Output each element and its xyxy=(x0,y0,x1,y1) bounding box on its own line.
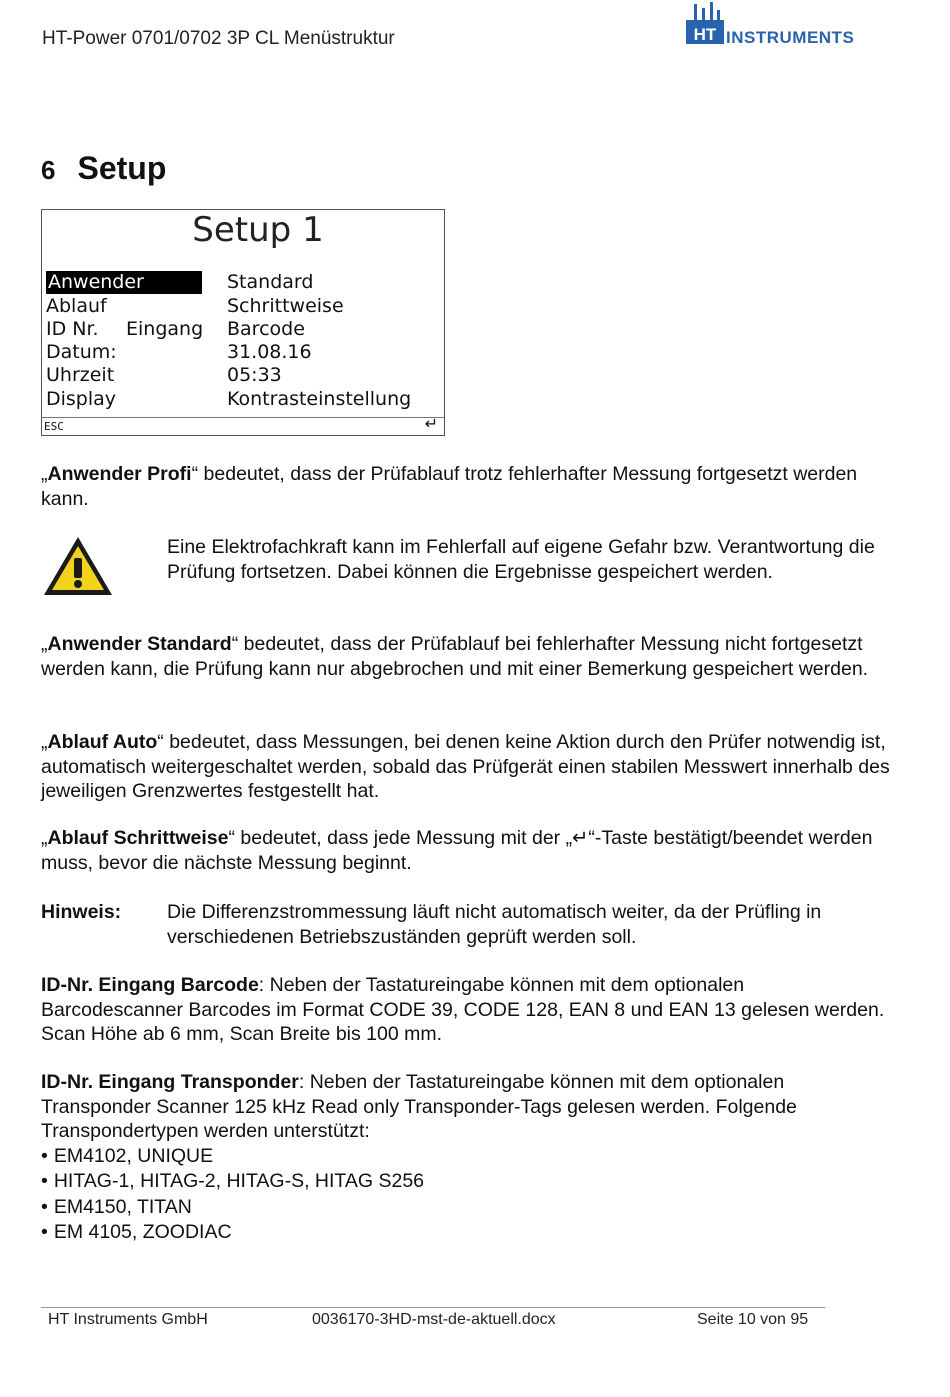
section-title: Setup xyxy=(77,150,167,186)
list-item: • EM4102, UNIQUE xyxy=(41,1144,891,1170)
screen-row-label: Uhrzeit xyxy=(46,364,115,386)
screen-row-label: Anwender xyxy=(46,271,202,294)
ht-logo-mark-icon xyxy=(684,2,728,48)
screen-title: Setup 1 xyxy=(192,210,324,250)
enter-icon: ↵ xyxy=(424,416,438,433)
paragraph-anwender-standard: „Anwender Standard“ bedeutet, dass der Prüfablauf bei fehlerhafter Messung nicht fortgesetzt werden kann, die Prüfung kann nur abgebrochen und mit einer Bemerkung gespeichert werden. xyxy=(41,633,869,680)
screen-divider xyxy=(42,417,444,418)
list-item: • EM 4105, ZOODIAC xyxy=(41,1220,891,1246)
text-anwender-standard: bedeutet, dass der Prüfablauf bei fehlerhafter Messung nicht fortgesetzt werden kann, die Prüfung kann nur abgebrochen und mit einer Bemerkung gespeichert werden. xyxy=(41,633,869,680)
screen-row-value: 05:33 xyxy=(227,364,282,386)
screen-row-value: 31.08.16 xyxy=(227,341,312,363)
screen-row-value: Kontrasteinstellung xyxy=(227,388,412,410)
list-item: • EM4150, TITAN xyxy=(41,1195,891,1221)
setup-screen-image xyxy=(41,209,445,436)
footer-page-number: Seite 10 von 95 xyxy=(697,1311,809,1328)
document-header-title: HT-Power 0701/0702 3P CL Menüstruktur xyxy=(42,28,395,49)
screen-row-label: Datum: xyxy=(46,341,117,363)
paragraph-id-barcode xyxy=(41,973,891,1047)
paragraph-id-transponder xyxy=(41,1070,891,1246)
screen-esc-label: ESC xyxy=(44,420,64,433)
footer-divider xyxy=(41,1307,825,1308)
warning-icon xyxy=(42,534,114,598)
svg-text:HT: HT xyxy=(693,25,717,44)
text-schrittweise-a: bedeutet, dass jede Messung mit der „ xyxy=(240,827,573,849)
screen-row-sublabel: Eingang xyxy=(126,318,204,340)
term-id-barcode: ID-Nr. Eingang Barcode xyxy=(41,974,259,996)
screen-row-value: Schrittweise xyxy=(227,295,344,317)
text-id-transponder: : Neben der Tastatureingabe können mit dem optionalen Transponder Scanner 125 kHz Read only Transponder-Tags gelesen werden. Folgende Transpondertypen werden unterstützt: xyxy=(41,1071,797,1142)
text-ablauf-auto: bedeutet, dass Messungen, bei denen keine Aktion durch den Prüfer notwendig ist, automatisch weitergeschaltet werden, sobald das Prüfgerät einen stabilen Messwert innerhalb des jeweiligen Grenzwertes festgestellt hat. xyxy=(41,731,890,802)
section-number: 6 xyxy=(41,155,56,185)
enter-key-icon: ↵ xyxy=(572,827,589,849)
term-anwender-standard: Anwender Standard xyxy=(47,633,232,655)
term-id-transponder: ID-Nr. Eingang Transponder xyxy=(41,1071,299,1093)
screen-row-label: Ablauf xyxy=(46,295,107,317)
text-schrittweise-b: “-Taste bestätigt/beendet werden muss, bevor die nächste Messung beginnt. xyxy=(41,827,873,874)
logo-text: INSTRUMENTS xyxy=(726,28,855,47)
screen-row-label: ID Nr. xyxy=(46,318,99,340)
paragraph-ablauf-schrittweise: „Ablauf Schrittweise“ bedeutet, dass jede Messung mit der „↵“-Taste bestätigt/beendet werden muss, bevor die nächste Messung beginnt. xyxy=(41,827,873,874)
term-ablauf-auto: Ablauf Auto xyxy=(47,731,158,753)
text-id-barcode: : Neben der Tastatureingabe können mit dem optionalen Barcodescanner Barcodes im Format CODE 39, CODE 128, EAN 8 und EAN 13 gelesen werden. Scan Höhe ab 6 mm, Scan Breite bis 100 mm. xyxy=(41,974,885,1045)
term-anwender-profi: Anwender Profi xyxy=(47,463,192,485)
term-ablauf-schrittweise: Ablauf Schrittweise xyxy=(47,827,229,849)
paragraph-anwender-profi: „Anwender Profi“ bedeutet, dass der Prüfablauf trotz fehlerhafter Messung fortgesetzt werden kann. xyxy=(41,463,858,510)
list-item: • HITAG-1, HITAG-2, HITAG-S, HITAG S256 xyxy=(41,1169,891,1195)
screen-row-value: Barcode xyxy=(227,318,305,340)
hinweis-label: Hinweis: xyxy=(41,901,122,923)
footer-company: HT Instruments GmbH xyxy=(48,1311,208,1328)
screen-row-value: Standard xyxy=(227,271,314,293)
text-anwender-profi: bedeutet, dass der Prüfablauf trotz fehlerhafter Messung fortgesetzt werden kann. xyxy=(41,463,858,510)
paragraph-ablauf-auto: „Ablauf Auto“ bedeutet, dass Messungen, bei denen keine Aktion durch den Prüfer notwendig ist, automatisch weitergeschaltet werden, sobald das Prüfgerät einen stabilen Messwert innerhalb des jeweiligen Grenzwertes festgestellt hat. xyxy=(41,731,890,802)
screen-row-label: Display xyxy=(46,388,117,410)
warning-text: Eine Elektrofachkraft kann im Fehlerfall auf eigene Gefahr bzw. Verantwortung die Prüfung fortsetzen. Dabei können die Ergebnisse gespeichert werden. xyxy=(167,536,875,583)
transponder-type-list xyxy=(41,1144,891,1246)
hinweis-text: Die Differenzstrommessung läuft nicht automatisch weiter, da der Prüfling in verschiedenen Betriebszuständen geprüft werden soll. xyxy=(167,901,822,948)
section-heading xyxy=(41,150,166,187)
footer-filename: 0036170-3HD-mst-de-aktuell.docx xyxy=(312,1311,556,1328)
